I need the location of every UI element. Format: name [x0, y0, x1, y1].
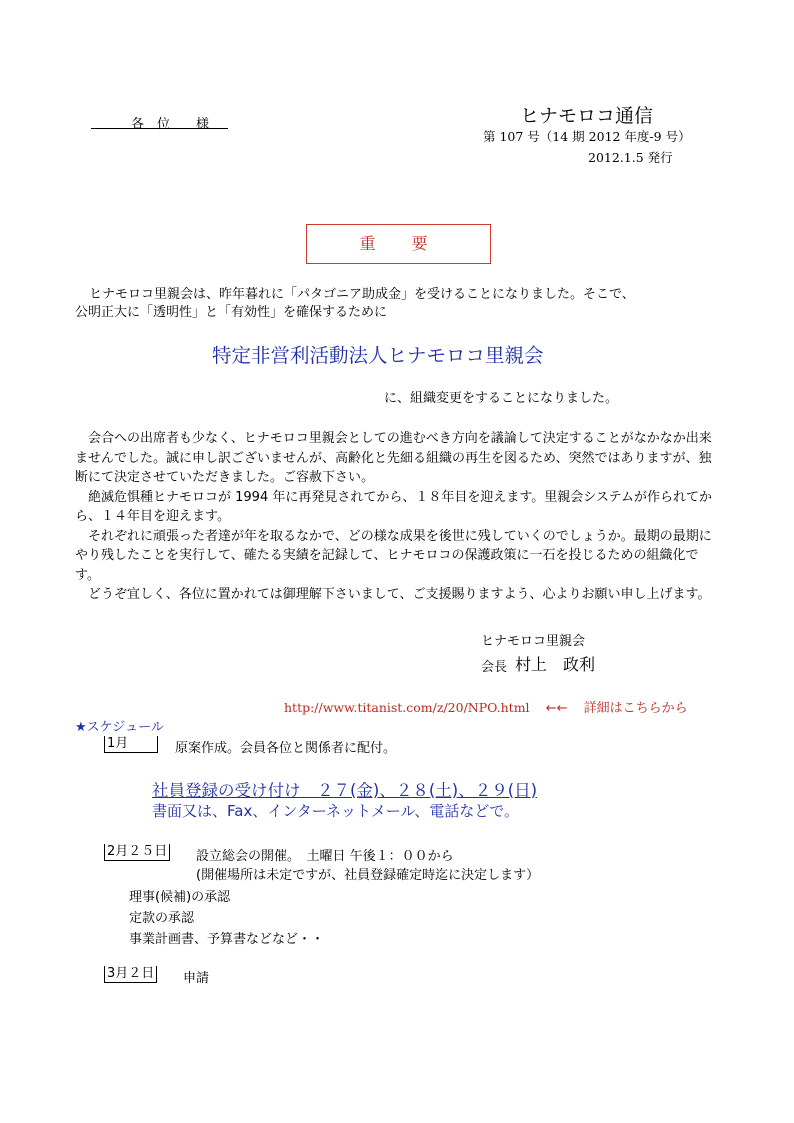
intro-line-3: に、組織変更をすることになりました。: [384, 391, 619, 406]
addressee-underline: [91, 128, 228, 129]
intro-line-1: ヒナモロコ里親会は、昨年暮れに「パタゴニア助成金」を受けることになりました。そこで、: [89, 287, 635, 302]
organization-name: 特定非営利活動法人ヒナモロコ里親会: [212, 344, 544, 367]
body-paragraph-4: どうぞ宜しく、各位に置かれては御理解下さいまして、ご支援賜りますよう、心よりお願い申し上げます。: [88, 587, 711, 602]
schedule-heading: ★スケジュール: [75, 720, 164, 735]
body-paragraph-2: 絶滅危惧種ヒナモロコが 1994 年に再発見されてから、１８年目を迎えます。里親会システムが作られてから、１４年目を迎えます。: [75, 489, 713, 524]
feb-note: (開催場所は未定ですが、社員登録確定時迄に決定します）: [196, 868, 540, 883]
jan-label-box: [104, 736, 159, 753]
signature-org: ヒナモロコ里親会: [481, 634, 586, 649]
newsletter-title: ヒナモロコ通信: [520, 105, 654, 127]
body-text: [75, 429, 720, 605]
feb-label-box: [104, 844, 170, 861]
body-paragraph-3: それぞれに頑張った者達が年を取るなかで、どの様な成果を後世に残していくのでしょうか。最期の最期にやり残したことを実行して、確たる実績を記録して、ヒナモロコの保護政策に一石を投じるための組織化です。: [75, 528, 712, 583]
jan-label: 1月: [104, 736, 158, 753]
signature-name: 村上 政利: [515, 655, 596, 674]
detail-link-label[interactable]: 詳細はこちらから: [583, 701, 688, 716]
registration-line-2: 書面又は、Fax、インターネットメール、電話などで。: [152, 802, 520, 820]
mar-label-box: [104, 966, 157, 983]
feb-item-3: 事業計画書、予算書などなど・・: [129, 932, 325, 947]
feb-item-2: 定款の承認: [129, 911, 195, 926]
important-label: 重 要: [359, 234, 438, 253]
addressee: 各 位 様: [131, 117, 210, 132]
detail-url[interactable]: http://www.titanist.com/z/20/NPO.html: [284, 700, 530, 715]
issue-number: 第 107 号（14 期 2012 年度-9 号）: [483, 129, 691, 144]
mar-text: 申請: [183, 971, 210, 986]
detail-link-row: [284, 697, 688, 716]
feb-text: 設立総会の開催。 土曜日 午後１：００から: [196, 849, 454, 864]
issue-date: 2012.1.5 発行: [588, 150, 673, 165]
body-paragraph-1: 会合への出席者も少なく、ヒナモロコ里親会としての進むべき方向を議論して決定することがなかなか出来ませんでした。誠に申し訳ございませんが、高齢化と先細る組織の再生を図るため、突然ではありますが、独断にて決定させていただきました。ご容赦下さい。: [75, 431, 712, 485]
arrow-icon: ←←: [545, 701, 568, 716]
feb-item-1: 理事(候補)の承認: [129, 890, 231, 905]
feb-label: 2月２５日: [104, 844, 170, 861]
registration-line-1: 社員登録の受け付け ２７(金)、２８(土)、２９(日): [152, 781, 538, 800]
jan-text: 原案作成。会員各位と関係者に配付。: [175, 741, 397, 756]
important-box: [306, 224, 491, 264]
intro-line-2: 公明正大に「透明性」と「有効性」を確保するために: [75, 305, 388, 320]
signature-role: 会長: [481, 660, 508, 675]
mar-label: 3月２日: [104, 966, 157, 983]
